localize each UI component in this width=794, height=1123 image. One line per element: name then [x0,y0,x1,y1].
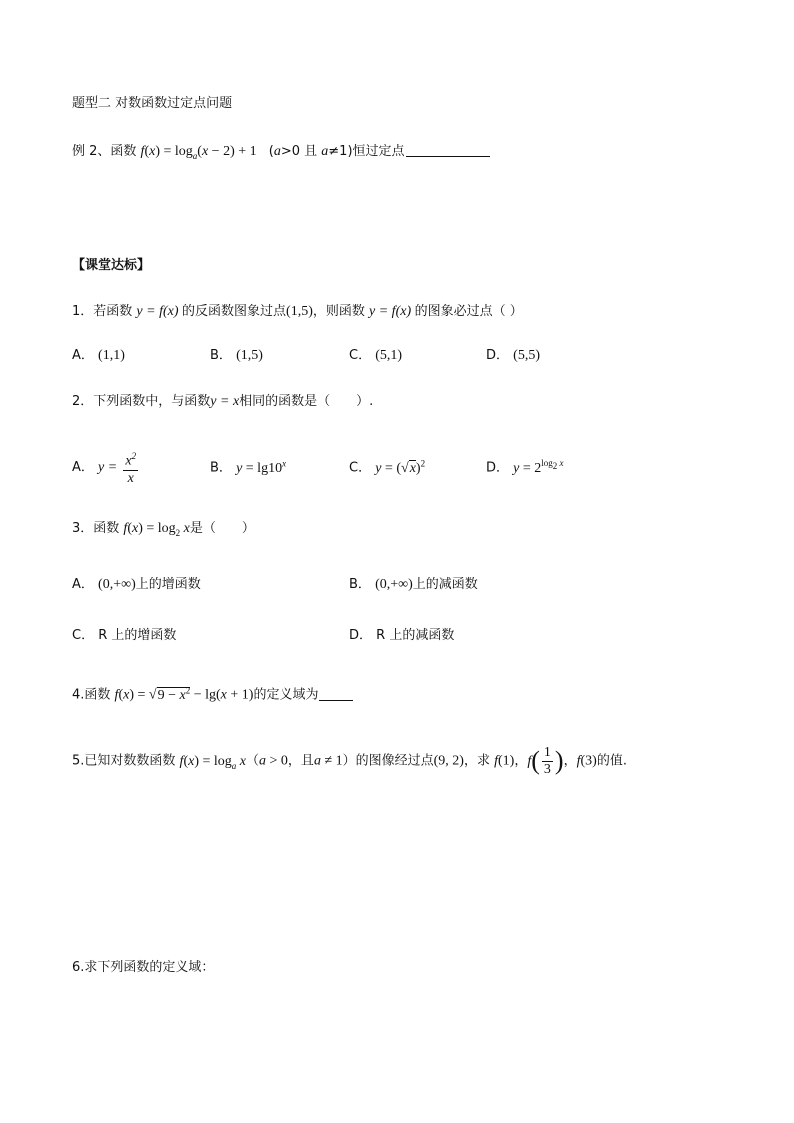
q1-function-2: y = f(x) [369,304,415,319]
question-4 [72,680,353,706]
q4-answer-blank[interactable] [319,686,353,701]
q1-point: (1,5) [286,304,313,319]
q3-text-b: 是（ ） [189,521,255,536]
q1-option-c[interactable]: C． (5,1) [349,348,403,363]
q5-text-a: 5.已知对数数函数 [72,753,176,769]
question-1 [72,302,523,322]
section-title: 题型二 对数函数过定点问题 [72,96,233,111]
q2-function: y = x [210,394,240,409]
q1-text-b: 的反函数图象过点 [182,304,287,319]
q4-text-a: 4.函数 [72,687,111,703]
q2-text-a: 2．下列函数中，与函数 [72,394,211,409]
classroom-title: 【课堂达标】 [72,258,151,273]
example-2-condition: (a>0 且 a≠1)恒过定点 [268,144,405,159]
question-5: 5.已知对数数函数 $f(x) = \log_a x(a > 0$，且a ≠ 1）的图像经过点(9, 2)，求 f(1)，f( $\frac{1}{3}$ )，f(3)的值. [72,745,627,777]
answer-blank[interactable] [406,142,490,157]
q2-option-d[interactable]: D． $y = 2^{log_2 x}$ [486,458,564,476]
q1-option-d[interactable]: D． (5,5) [486,348,540,363]
q1-option-b[interactable]: B． (1,5) [210,348,263,363]
example-2-prefix: 例 2、函数 [72,144,141,159]
q3-text-a: 3．函数 [72,521,120,536]
q1-text-d: 的图象必过点（ ） [414,304,523,319]
q2-option-b[interactable]: B． $y = \lg 10^x$ [210,458,287,476]
q3-function: $f(x) = \log_2 x$ [123,521,190,538]
question-6: 6.求下列函数的定义域： [72,960,215,975]
q3-option-a[interactable]: A． (0,+∞)上的增函数 [72,577,201,592]
q3-option-d[interactable]: D． R 上的减函数 [349,628,455,643]
q1-option-a[interactable]: A． (1,1) [72,348,125,363]
q3-option-b[interactable]: B． (0,+∞)上的减函数 [349,577,478,592]
example-2-formula: $f(x) = \log_a(x - 2) + 1$ [140,144,257,161]
question-3 [72,519,255,543]
q3-option-c[interactable]: C． R 上的增函数 [72,628,177,643]
example-2 [72,142,490,166]
q4-function: $f(x) = √9 - x^2 - \lg(x + 1)$ [114,685,254,703]
q1-text-c: ，则函数 [312,304,365,319]
q1-function: y = f(x) [136,304,183,319]
question-2 [72,392,373,412]
q1-text-a: 1．若函数 [72,304,133,319]
q2-option-a[interactable]: A． y = $\frac{x^2}{x}$ [72,448,140,487]
q2-option-c[interactable]: C． $y = (√x)^2$ [349,458,426,476]
q2-text-b: 相同的函数是（ ）. [239,394,374,409]
q4-text-b: 的定义域为 [253,687,319,703]
